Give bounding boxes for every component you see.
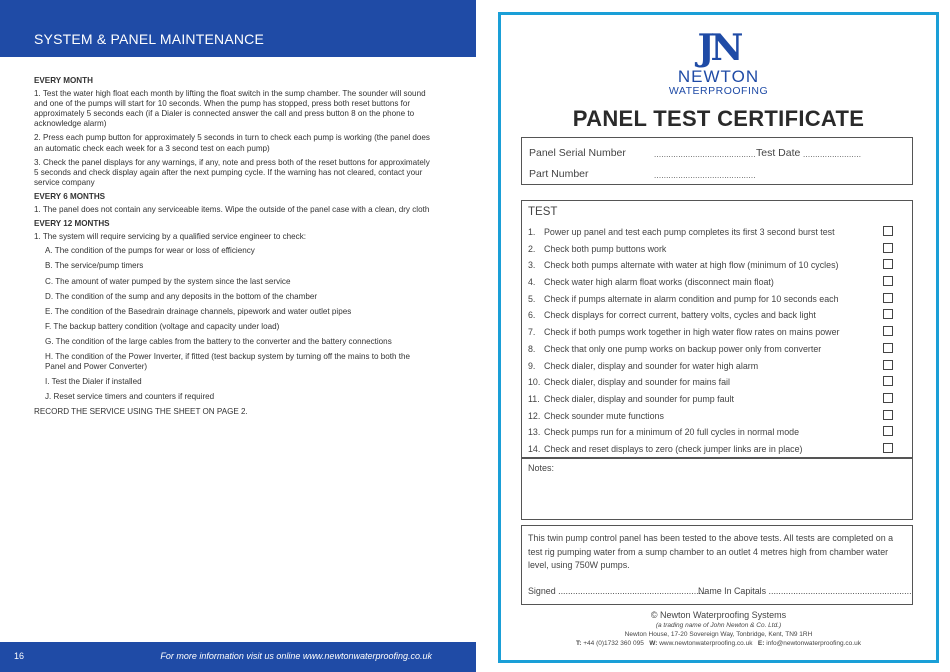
test-description: Check both pump buttons work [544,243,667,254]
left-footer-bar [0,642,476,672]
section-heading-6-months: EVERY 6 MONTHS [34,191,106,201]
test-row [528,292,908,309]
test-checkbox[interactable] [883,226,893,236]
page-number: 16 [14,651,25,661]
test-number: 3. [528,260,536,271]
test-description: Check if both pumps work together in high water flow rates on mains power [544,327,840,338]
twelve-month-intro: 1. The system will require servicing by a qualified service engineer to check: [34,232,307,242]
part-number-label: Part Number [529,168,589,180]
test-checkbox[interactable] [883,259,893,269]
twelve-month-item: G. The condition of the large cables from the battery to the converter and the battery connections [45,336,392,346]
copyright-text: © Newton Waterproofing Systems [650,610,787,620]
section-heading-monthly: EVERY MONTH [34,76,93,85]
test-checkbox[interactable] [883,293,893,303]
phone-label: T: [576,640,582,647]
logo-name: NEWTON [677,67,760,86]
test-date-field[interactable]: ........................ [803,150,862,159]
email-value[interactable]: info@newtonwaterproofing.co.uk [766,640,861,647]
trading-name-text: (a trading name of John Newton & Co. Ltd.) [655,622,782,629]
test-date-label: Test Date [756,147,801,159]
test-number: 9. [528,360,536,371]
test-checkbox[interactable] [883,410,893,420]
section-heading-12-months: EVERY 12 MONTHS [34,219,110,229]
test-row [528,242,908,259]
twelve-month-item: B. The service/pump timers [45,261,144,271]
monthly-item: 3. Check the panel displays for any warnings, if any, note and press both of the reset buttons for approximately 5 seconds and check display again after the next pumping cycle. If the warning has not cleared, contact your service company [34,157,430,187]
test-number: 1. [528,227,536,237]
test-description: Check and reset displays to zero (check jumper links are in place) [544,443,803,454]
test-row [528,325,908,342]
test-description: Check pumps run for a minimum of 20 full cycles in normal mode [544,427,800,438]
record-note: RECORD THE SERVICE USING THE SHEET ON PAGE 2. [34,407,248,417]
test-checkbox[interactable] [883,360,893,370]
test-row [528,409,908,426]
test-number: 14. [528,443,541,454]
name-in-capitals-field[interactable]: Name In Capitals .......................................................... [698,586,912,596]
test-checklist-box [521,200,913,458]
email-label: E: [757,640,765,647]
test-number: 11. [528,393,540,404]
monthly-item: 1. Test the water high float each month by lifting the float switch in the sump chamber. The sounder will sound and one of the pumps will start for 10 seconds. When the pump has stopped, press both reset buttons for approximately 5 seconds each (if a Dialer is connected answer the call and press button 8 on the phone to acknowledge alarm) [34,89,426,129]
test-checkbox[interactable] [883,443,893,453]
test-row [528,258,908,275]
certificate-title: PANEL TEST CERTIFICATE [572,106,865,131]
test-row [528,308,908,325]
test-row [528,442,908,459]
test-checkbox[interactable] [883,343,893,353]
test-number: 8. [528,343,536,354]
test-row [528,359,908,376]
test-number: 6. [528,310,536,321]
test-number: 4. [528,277,536,288]
test-checkbox[interactable] [883,376,893,386]
test-row [528,375,908,392]
test-checkbox[interactable] [883,426,893,436]
test-description: Check dialer, display and sounder for water high alarm [544,360,759,371]
test-row [528,275,908,292]
twelve-month-item: C. The amount of water pumped by the system since the last service [45,276,291,286]
logo-tagline: WATERPROOFING [668,85,769,97]
serial-number-label: Panel Serial Number [529,147,626,159]
test-row [528,425,908,442]
contact-details [501,640,936,647]
twelve-month-item: F. The backup battery condition (voltage and capacity under load) [45,321,280,331]
test-list [528,225,908,459]
test-checkbox[interactable] [883,243,893,253]
six-month-item: 1. The panel does not contain any serviceable items. Wipe the outside of the panel case with a clean, dry cloth [34,205,430,215]
left-header-bar [0,0,476,57]
signed-field[interactable]: Signed ............................................................ [528,586,707,596]
test-row [528,225,908,242]
test-number: 12. [528,410,541,421]
test-row [528,392,908,409]
twelve-month-item: E. The condition of the Basedrain drainage channels, pipework and water outlet pipes [45,306,352,316]
test-description: Check if pumps alternate in alarm condition and pump for 10 seconds each [544,293,839,304]
twelve-month-item: D. The condition of the sump and any deposits in the bottom of the chamber [45,291,318,301]
test-description: Check dialer, display and sounder for pump fault [544,393,734,404]
test-description: Check sounder mute functions [544,410,664,421]
test-number: 7. [528,327,536,338]
test-description: Check both pumps alternate with water at high flow (minimum of 10 cycles) [544,260,839,271]
notes-label: Notes: [528,463,555,473]
test-statement: This twin pump control panel has been tested to the above tests. All tests are completed on a test rig pumping water from a sump chamber to an outlet 4 metres high from chamber water level, using 750W pumps. [528,533,894,570]
test-description: Check displays for correct current, battery volts, cycles and back light [544,310,816,321]
web-value[interactable]: www.newtonwaterproofing.co.uk [659,640,753,647]
test-description: Check that only one pump works on backup power only from converter [544,343,822,354]
twelve-month-item: I. Test the Dialer if installed [45,377,142,387]
test-checkbox[interactable] [883,393,893,403]
twelve-month-item: J. Reset service timers and counters if required [45,392,215,402]
test-checkbox[interactable] [883,276,893,286]
page-title: SYSTEM & PANEL MAINTENANCE [34,31,265,47]
signature-box [521,525,913,605]
serial-number-field[interactable]: .......................................... [654,150,756,159]
test-checkbox[interactable] [883,309,893,319]
notes-box[interactable] [521,458,913,520]
test-row [528,342,908,359]
phone-value: +44 (0)1732 360 095 [583,640,644,647]
test-number: 2. [528,243,536,254]
part-number-field[interactable]: .......................................... [654,171,756,180]
web-label: W: [649,640,658,647]
test-number: 10. [528,377,541,388]
twelve-month-item: A. The condition of the pumps for wear or loss of efficiency [45,246,255,256]
twelve-month-item: H. The condition of the Power Inverter, if fitted (test backup system by turning off the mains to both the Panel and Power Converter) [45,351,411,372]
maintenance-content [34,76,432,417]
test-description: Check dialer, display and sounder for mains fail [544,377,730,388]
test-heading: TEST [528,206,558,218]
test-checkbox[interactable] [883,326,893,336]
footer-website-text[interactable]: For more information visit us online www.newtonwaterproofing.co.uk [160,651,432,661]
monthly-item: 2. Press each pump button for approximately 5 seconds in turn to check each pump is working (the panel does an automatic check each week for a 3 second test on each pump) [34,133,430,153]
newton-logo [501,29,936,97]
logo-mark: JN [697,27,740,69]
company-address: Newton House, 17-20 Sovereign Way, Tonbridge, Kent, TN9 1RH [624,631,813,638]
test-number: 5. [528,293,536,304]
test-description: Check water high alarm float works (disconnect main float) [544,277,774,288]
serial-info-box [521,137,913,185]
test-number: 13. [528,427,541,438]
certificate-page [498,12,939,663]
test-description: Power up panel and test each pump completes its first 3 second burst test [544,227,835,237]
